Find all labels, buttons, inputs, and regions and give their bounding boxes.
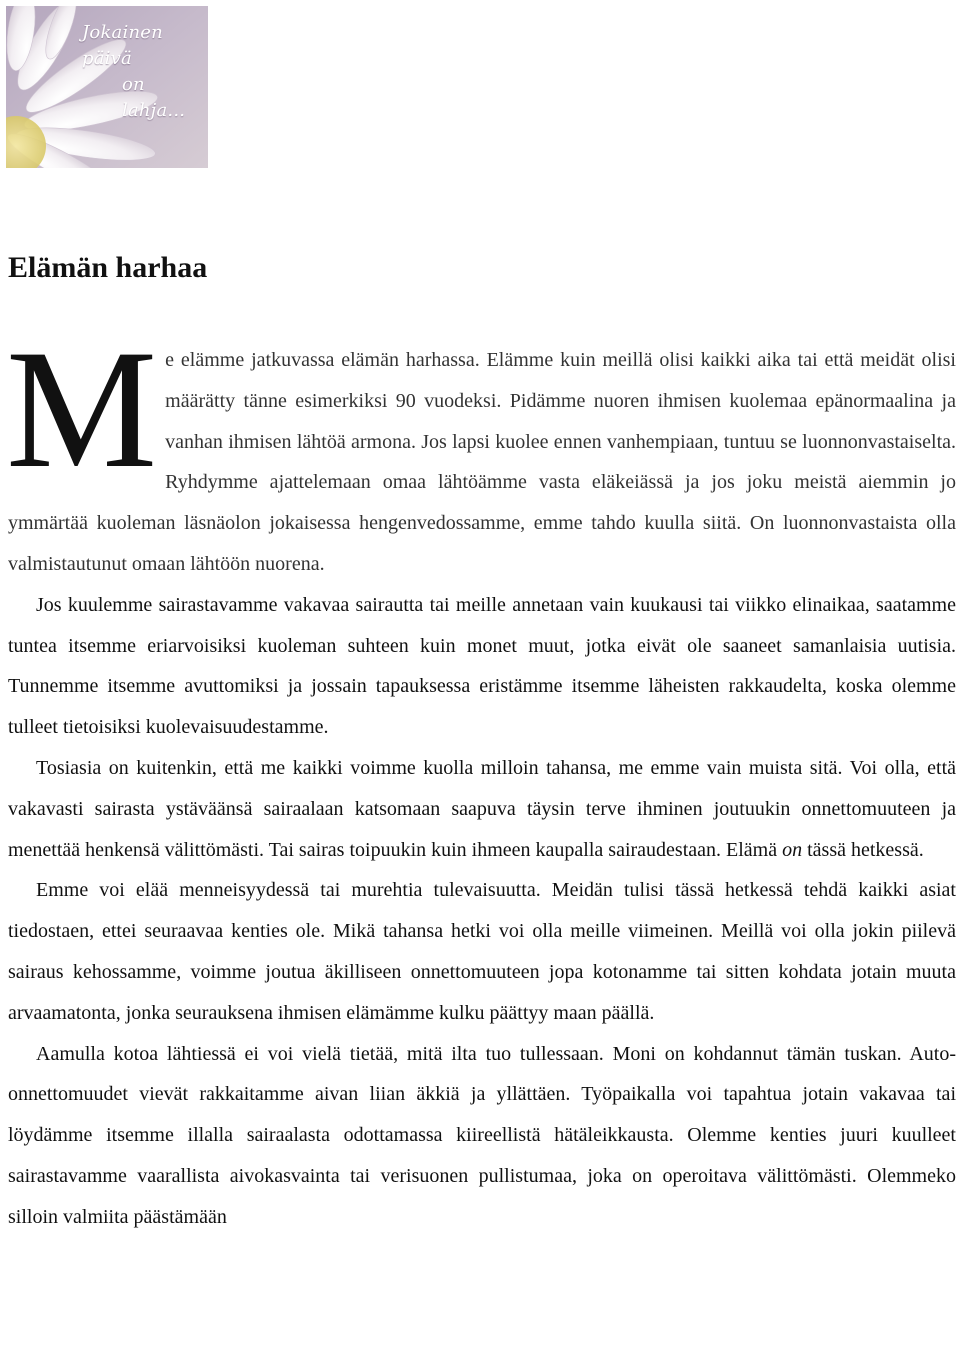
paragraph-3-text: Tosiasia on kuitenkin, että me kaikki voimme kuolla milloin tahansa, me emme vain muista sitä. Voi olla, että vakavasti sairasta ystäväänsä sairaalaan katsomaan saapuva täysin terve ihminen joutuukin onnettomuuteen ja menettää henkensä välittömästi. Tai sairas toipuukin kuin ihmeen kaupalla sairaudestaan. Elämä (8, 756, 956, 861)
logo-line-2: on lahja... (122, 74, 186, 121)
page-title: Elämän harhaa (8, 251, 208, 284)
paragraph-2: Jos kuulemme sairastavamme vakavaa sairautta tai meille annetaan vain kuukausi tai viikko elinaikaa, saatamme tuntea itsemme eriarvoisiksi kuoleman suhteen kuin monet muut, jotka eivät ole saaneet samanlaisia uutisia. Tunnemme itsemme avuttomiksi ja jossain tapauksessa eristämme itsemme läheisten rakkaudelta, koska olemme tulleet tietoisiksi kuolevaisuudestamme. (8, 593, 956, 739)
paragraph-4: Emme voi elää menneisyydessä tai murehtia tulevaisuutta. Meidän tulisi tässä hetkessä tehdä kaikki asiat tiedostaen, ettei seuraavaa kenties ole. Mikä tahansa hetki voi olla meille viimeinen. Meillä voi olla jokin piilevä sairaus kehossamme, voimme joutua äkilliseen onnettomuuteen jopa kotonamme tai sitten kohdata jotain muuta arvaamatonta, jonka seurauksena ihmisen elämämme kulku päättyy maan päällä. (8, 879, 956, 1024)
paragraph-1-text: e elämme jatkuvassa elämän harhassa. Elämme kuin meillä olisi kaikki aika tai että meidät olisi määrätty tänne esimerkiksi 90 vuodeksi. Pidämme nuoren ihmisen kuolemaa epänormaalina ja vanhan ihmisen lähtöä armona. Jos lapsi kuolee ennen vanhempiaan, tuntuu se luonnonvastaiselta. Ryhdymme ajattelemaan omaa lähtöämme vasta eläkeiässä ja jos joku meistä aiemmin jo ymmärtää kuoleman läsnäolon jokaisessa hengenvedossamme, emme tahdo kuulla siitä. On luonnonvastaista olla valmistautunut omaan lähtöön nuorena. (8, 349, 956, 575)
article-body (6, 315, 956, 1238)
paragraph-3 (8, 748, 956, 870)
paragraph-5: Aamulla kotoa lähtiessä ei voi vielä tietää, mitä ilta tuo tullessaan. Moni on kohdannut tämän tuskan. Auto-onnettomuudet vievät rakkaitamme aivan liian äkkiä ja yllättäen. Työpaikalla voi tapahtua jotain vakavaa tai löydämme itsemme illalla sairaalasta odottamassa kiireellistä hätäleikkausta. Olemme kenties juuri kuulleet sairastavamme vaarallista aivokasvainta tai verisuonen pullistumaa, joka on operoitava välittömästi. Olemmeko silloin valmiita päästämään (8, 1042, 956, 1228)
emphasis-on: on (782, 838, 803, 861)
paragraph-1 (6, 315, 956, 585)
logo-line-1: Jokainen päivä (82, 22, 163, 69)
header-image (6, 6, 208, 168)
paragraph-3-end: tässä hetkessä. (802, 838, 924, 861)
logo-text (82, 20, 200, 124)
drop-cap: M (6, 315, 158, 503)
